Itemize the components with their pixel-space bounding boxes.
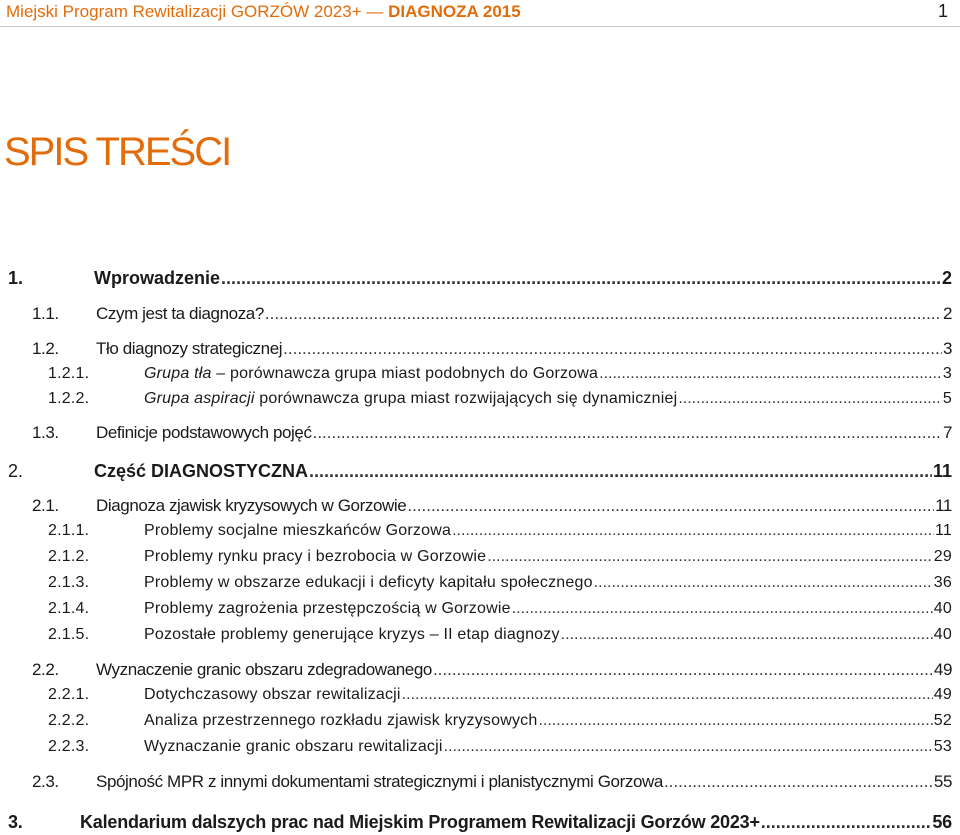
toc-entry-page: 55 — [933, 772, 952, 791]
toc-entry-label: Problemy rynku pracy i bezrobocia w Gorzowie — [144, 548, 487, 565]
toc-entry-label: Kalendarium dalszych prac nad Miejskim Programem Rewitalizacji Gorzów 2023+ — [80, 812, 760, 832]
toc-entry[interactable] — [32, 772, 952, 792]
toc-entry[interactable] — [32, 496, 952, 516]
toc-leader-dots — [402, 686, 933, 704]
toc-entry-label — [144, 365, 598, 383]
toc-entry-label-italic: Grupa aspiracji — [144, 390, 255, 407]
toc-entry-label: Spójność MPR z innymi dokumentami strategicznymi i planistycznymi Gorzowa — [96, 772, 663, 791]
toc-entry-number: 3. — [8, 812, 23, 832]
toc-entry-label-rest: porównawcza grupa miast rozwijających się dynamiczniej — [254, 390, 678, 407]
toc-entry-number: 2. — [8, 461, 24, 481]
toc-entry-number: 2.1.2. — [48, 548, 90, 565]
toc-entry-number: 2.1.5. — [48, 626, 90, 643]
toc-entry-number: 2.1.1. — [48, 522, 90, 539]
toc-entry[interactable] — [48, 712, 952, 730]
toc-entry-number: 2.1. — [32, 496, 59, 515]
toc-entry-page: 40 — [933, 626, 952, 643]
toc-entry-label: Dotychczasowy obszar rewitalizacji — [144, 686, 401, 703]
toc-entry[interactable] — [48, 686, 952, 704]
toc-entry-label: Problemy socjalne mieszkańców Gorzowa — [144, 522, 452, 539]
toc-leader-dots — [664, 772, 933, 792]
toc-entry-page: 3 — [942, 365, 952, 382]
header-page-number: 1 — [937, 1, 948, 21]
toc-leader-dots — [594, 574, 933, 592]
header-title-bold: DIAGNOZA 2015 — [388, 2, 521, 21]
toc-entry-label: Problemy zagrożenia przestępczością w Gorzowie — [144, 600, 511, 617]
toc-entry-number: 1.1. — [32, 304, 59, 323]
header-title — [6, 2, 521, 22]
toc-entry[interactable] — [48, 738, 952, 756]
toc-entry[interactable] — [32, 304, 952, 324]
toc-entry-number: 2.2. — [32, 660, 59, 679]
toc-entry[interactable] — [48, 390, 952, 408]
toc-entry-page: 49 — [933, 660, 952, 679]
toc-entry-number: 2.2.1. — [48, 686, 90, 703]
toc-entry-label: Pozostałe problemy generujące kryzys – II etap diagnozy — [144, 626, 560, 643]
toc-entry-number: 1.2.2. — [48, 390, 90, 407]
toc-entry-page: 7 — [942, 423, 952, 442]
toc-leader-dots — [678, 390, 942, 408]
toc-entry-page: 36 — [933, 574, 952, 591]
toc-entry-label: Wyznaczanie granic obszaru rewitalizacji — [144, 738, 443, 755]
toc-entry[interactable] — [48, 626, 952, 644]
toc-leader-dots — [444, 738, 933, 756]
toc-leader-dots — [221, 268, 941, 289]
toc-entry[interactable] — [32, 423, 952, 443]
toc-entry-page: 5 — [942, 390, 952, 407]
toc-leader-dots — [538, 712, 932, 730]
toc-entry[interactable] — [32, 660, 952, 680]
page-header — [0, 0, 960, 27]
toc-entry-page: 52 — [933, 712, 952, 729]
toc-entry-page: 11 — [932, 461, 952, 481]
toc-leader-dots — [313, 423, 942, 443]
toc-entry-label: Definicje podstawowych pojęć — [96, 423, 312, 442]
toc-entry[interactable] — [48, 365, 952, 383]
toc-leader-dots — [487, 548, 933, 566]
toc-entry-label: Część DIAGNOSTYCZNA — [94, 461, 309, 481]
toc-entry-label: Wyznaczenie granic obszaru zdegradowanego — [96, 660, 432, 679]
toc-entry[interactable] — [48, 522, 952, 540]
toc-entry-page: 2 — [942, 304, 952, 323]
toc-entry[interactable] — [48, 600, 952, 618]
toc-leader-dots — [599, 365, 942, 383]
toc-entry[interactable] — [48, 574, 952, 592]
toc-entry[interactable] — [8, 812, 952, 833]
toc-leader-dots — [761, 812, 932, 833]
toc-entry[interactable] — [48, 548, 952, 566]
toc-entry-page: 11 — [934, 522, 952, 539]
toc-entry-label: Czym jest ta diagnoza? — [96, 304, 264, 323]
toc-entry-label: Analiza przestrzennego rozkładu zjawisk kryzysowych — [144, 712, 538, 729]
toc-leader-dots — [433, 660, 933, 680]
toc-entry-number: 2.2.2. — [48, 712, 90, 729]
header-title-prefix: Miejski Program Rewitalizacji GORZÓW 2023+ — — [6, 2, 384, 21]
toc-entry-number: 1.2.1. — [48, 365, 90, 382]
toc-leader-dots — [283, 339, 942, 359]
toc-entry-number: 2.3. — [32, 772, 59, 791]
toc-entry-label: Wprowadzenie — [94, 268, 221, 288]
toc-title: SPIS TREŚCI — [4, 130, 231, 174]
toc-entry-label: Diagnoza zjawisk kryzysowych w Gorzowie — [96, 496, 407, 515]
toc-entry-page: 11 — [935, 496, 952, 515]
toc-entry-page: 56 — [932, 812, 952, 832]
toc-entry-label: Tło diagnozy strategicznej — [96, 339, 283, 358]
toc-leader-dots — [309, 461, 932, 482]
toc-entry-number: 1.2. — [32, 339, 59, 358]
toc-entry-number: 2.2.3. — [48, 738, 90, 755]
toc-entry-number: 2.1.3. — [48, 574, 90, 591]
toc-leader-dots — [512, 600, 933, 618]
toc-entry-number: 1.3. — [32, 423, 59, 442]
toc-leader-dots — [407, 496, 934, 516]
toc-entry-label — [144, 390, 677, 408]
toc-entry-page: 40 — [933, 600, 952, 617]
toc-entry-label-italic: Grupa tła — [144, 365, 212, 382]
toc-leader-dots — [265, 304, 942, 324]
toc-entry-page: 3 — [942, 339, 952, 358]
toc-entry-number: 2.1.4. — [48, 600, 90, 617]
toc-entry-label-rest: – porównawcza grupa miast podobnych do Gorzowa — [211, 365, 599, 382]
toc-entry-label: Problemy w obszarze edukacji i deficyty kapitału społecznego — [144, 574, 593, 591]
toc-entry-page: 2 — [941, 268, 952, 288]
toc-leader-dots — [561, 626, 933, 644]
toc-entry[interactable] — [32, 339, 952, 359]
toc-entry-number: 1. — [8, 268, 24, 288]
toc-entry-page: 53 — [933, 738, 952, 755]
toc-entry-page: 49 — [933, 686, 952, 703]
toc-entry[interactable] — [8, 461, 952, 482]
toc-entry-page: 29 — [933, 548, 952, 565]
toc-leader-dots — [452, 522, 934, 540]
toc-entry[interactable] — [8, 268, 952, 289]
